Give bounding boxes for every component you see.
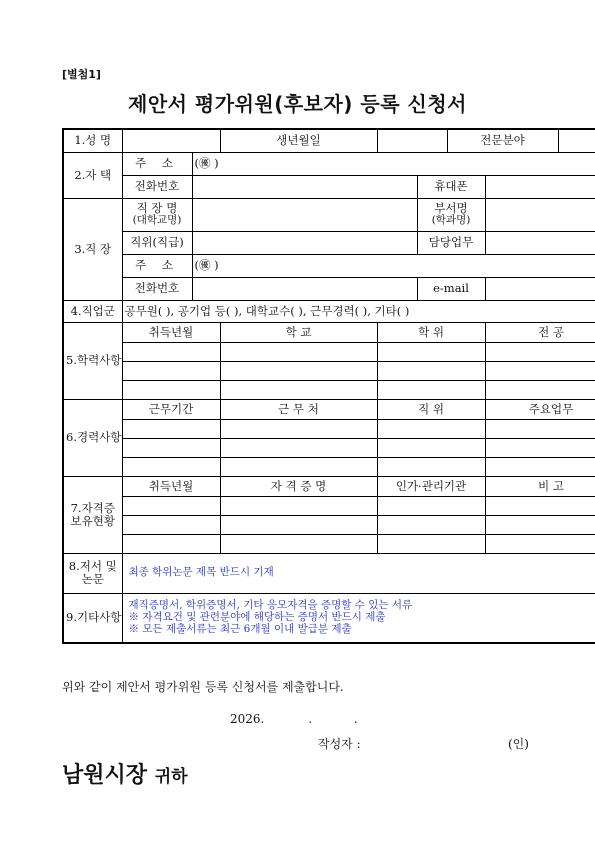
license-row bbox=[63, 496, 595, 515]
publications-label-sub: 논문 bbox=[81, 572, 104, 586]
home-label: 2.자 택 bbox=[63, 152, 122, 198]
career-cell[interactable] bbox=[220, 457, 377, 476]
career-cell[interactable] bbox=[220, 438, 377, 457]
date-month-dot: . bbox=[308, 712, 313, 726]
education-header: 학 교 bbox=[220, 322, 377, 342]
education-cell[interactable] bbox=[122, 380, 220, 399]
work-address-label: 주 소 bbox=[122, 254, 192, 277]
license-cell[interactable] bbox=[122, 515, 220, 534]
license-cell[interactable] bbox=[122, 534, 220, 553]
birth-label: 생년월일 bbox=[220, 129, 377, 152]
home-address-input[interactable]: (㊝ ) bbox=[192, 152, 595, 175]
work-label: 3.직 장 bbox=[63, 198, 122, 300]
dept-label-sub: (학과명) bbox=[431, 214, 471, 227]
education-header: 전 공 bbox=[485, 322, 595, 342]
career-cell[interactable] bbox=[122, 457, 220, 476]
mobile-input[interactable] bbox=[485, 175, 595, 198]
education-cell[interactable] bbox=[485, 342, 595, 361]
work-address-row bbox=[63, 254, 595, 277]
career-cell[interactable] bbox=[485, 457, 595, 476]
publications-label: 8.저서 및 bbox=[68, 559, 117, 574]
license-cell[interactable] bbox=[220, 496, 377, 515]
career-row bbox=[63, 457, 595, 476]
field-label: 전문분야 bbox=[447, 129, 558, 152]
license-cell[interactable] bbox=[377, 534, 485, 553]
home-phone-label: 전화번호 bbox=[122, 175, 192, 198]
name-label: 1.성 명 bbox=[63, 129, 122, 152]
submission-date bbox=[230, 712, 358, 726]
education-cell[interactable] bbox=[220, 342, 377, 361]
other-notes[interactable] bbox=[122, 593, 595, 643]
license-label: 7.자격증 bbox=[70, 500, 115, 515]
duty-input[interactable] bbox=[485, 231, 595, 254]
other-label: 9.기타사항 bbox=[63, 593, 122, 643]
dept-label: 부서명 bbox=[434, 201, 468, 216]
date-year: 2026. bbox=[230, 712, 265, 726]
publications-note[interactable]: 최종 학위논문 제목 반드시 기재 bbox=[122, 553, 595, 593]
career-row bbox=[63, 419, 595, 438]
education-row bbox=[63, 380, 595, 399]
license-header-row bbox=[63, 476, 595, 496]
job-group-label: 4.직업군 bbox=[63, 300, 122, 322]
workplace-label: 직 장 명 bbox=[136, 201, 178, 216]
education-header: 학 위 bbox=[377, 322, 485, 342]
career-row bbox=[63, 438, 595, 457]
license-cell[interactable] bbox=[220, 534, 377, 553]
license-cell[interactable] bbox=[220, 515, 377, 534]
license-header: 취득년월 bbox=[122, 476, 220, 496]
career-label: 6.경력사항 bbox=[63, 399, 122, 476]
attachment-label: [별첨1] bbox=[62, 68, 101, 81]
license-cell[interactable] bbox=[485, 534, 595, 553]
workplace-label-sub: (대학교명) bbox=[132, 214, 182, 227]
recipient-name: 남원시장 bbox=[62, 763, 148, 788]
education-cell[interactable] bbox=[377, 380, 485, 399]
email-label: e-mail bbox=[417, 277, 485, 300]
license-header: 비 고 bbox=[485, 476, 595, 496]
career-cell[interactable] bbox=[377, 419, 485, 438]
recipient bbox=[62, 758, 188, 789]
license-cell[interactable] bbox=[377, 496, 485, 515]
career-header: 주요업무 bbox=[485, 399, 595, 419]
career-cell[interactable] bbox=[122, 438, 220, 457]
job-group-options[interactable]: 공무원( ), 공기업 등( ), 대학교수( ), 근무경력( ), 기타( ) bbox=[122, 300, 595, 322]
mobile-label: 휴대폰 bbox=[417, 175, 485, 198]
dept-input[interactable] bbox=[485, 198, 595, 231]
home-address-label: 주 소 bbox=[122, 152, 192, 175]
education-cell[interactable] bbox=[220, 361, 377, 380]
license-row bbox=[63, 534, 595, 553]
license-label-sub: 보유현황 bbox=[70, 513, 115, 528]
license-cell[interactable] bbox=[485, 515, 595, 534]
education-cell[interactable] bbox=[377, 361, 485, 380]
duty-label: 담당업무 bbox=[417, 231, 485, 254]
career-cell[interactable] bbox=[220, 419, 377, 438]
position-input[interactable] bbox=[192, 231, 417, 254]
seal-label: (인) bbox=[508, 737, 529, 751]
position-label: 직위(직급) bbox=[122, 231, 192, 254]
publications-row bbox=[63, 553, 595, 593]
work-phone-label: 전화번호 bbox=[122, 277, 192, 300]
home-phone-row bbox=[63, 175, 595, 198]
name-row bbox=[63, 129, 595, 152]
education-cell[interactable] bbox=[220, 380, 377, 399]
home-address-row bbox=[63, 152, 595, 175]
education-header: 취득년월 bbox=[122, 322, 220, 342]
name-input[interactable] bbox=[122, 129, 220, 152]
education-cell[interactable] bbox=[377, 342, 485, 361]
career-cell[interactable] bbox=[485, 438, 595, 457]
position-row bbox=[63, 231, 595, 254]
education-row bbox=[63, 361, 595, 380]
career-cell[interactable] bbox=[377, 457, 485, 476]
work-address-input[interactable]: (㊝ ) bbox=[192, 254, 595, 277]
other-note-line: ※ 모든 제출서류는 최근 6개월 이내 발급분 제출 bbox=[128, 622, 352, 635]
education-label: 5.학력사항 bbox=[63, 322, 122, 399]
home-phone-input[interactable] bbox=[192, 175, 417, 198]
license-header: 자 격 증 명 bbox=[220, 476, 377, 496]
education-cell[interactable] bbox=[122, 342, 220, 361]
license-header: 인가·관리기관 bbox=[377, 476, 485, 496]
career-header: 근무기간 bbox=[122, 399, 220, 419]
education-cell[interactable] bbox=[485, 380, 595, 399]
license-cell[interactable] bbox=[485, 496, 595, 515]
form-title: 제안서 평가위원(후보자) 등록 신청서 bbox=[128, 92, 467, 116]
recipient-suffix: 귀하 bbox=[154, 767, 188, 787]
other-row bbox=[63, 593, 595, 643]
email-input[interactable] bbox=[485, 277, 595, 300]
workplace-row bbox=[63, 198, 595, 231]
education-row bbox=[63, 342, 595, 361]
date-day-dot: . bbox=[353, 712, 358, 726]
license-cell[interactable] bbox=[377, 515, 485, 534]
license-cell[interactable] bbox=[122, 496, 220, 515]
other-note-line: 재직증명서, 학위증명서, 기타 응모자격을 증명할 수 있는 서류 bbox=[128, 599, 413, 612]
career-cell[interactable] bbox=[122, 419, 220, 438]
career-cell[interactable] bbox=[485, 419, 595, 438]
work-phone-input[interactable] bbox=[192, 277, 417, 300]
career-header-row bbox=[63, 399, 595, 419]
other-note-line: ※ 자격요건 및 관련분야에 해당하는 증명서 반드시 제출 bbox=[128, 610, 386, 623]
career-header: 직 위 bbox=[377, 399, 485, 419]
application-form-table bbox=[62, 128, 595, 644]
license-row bbox=[63, 515, 595, 534]
education-cell[interactable] bbox=[122, 361, 220, 380]
writer-label: 작성자 : bbox=[318, 737, 361, 751]
career-cell[interactable] bbox=[377, 438, 485, 457]
birth-input[interactable] bbox=[377, 129, 447, 152]
submission-statement: 위와 같이 제안서 평가위원 등록 신청서를 제출합니다. bbox=[62, 680, 344, 694]
field-input[interactable] bbox=[558, 129, 595, 152]
education-cell[interactable] bbox=[485, 361, 595, 380]
education-header-row bbox=[63, 322, 595, 342]
career-header: 근 무 처 bbox=[220, 399, 377, 419]
workplace-input[interactable] bbox=[192, 198, 417, 231]
work-phone-row bbox=[63, 277, 595, 300]
job-group-row bbox=[63, 300, 595, 322]
